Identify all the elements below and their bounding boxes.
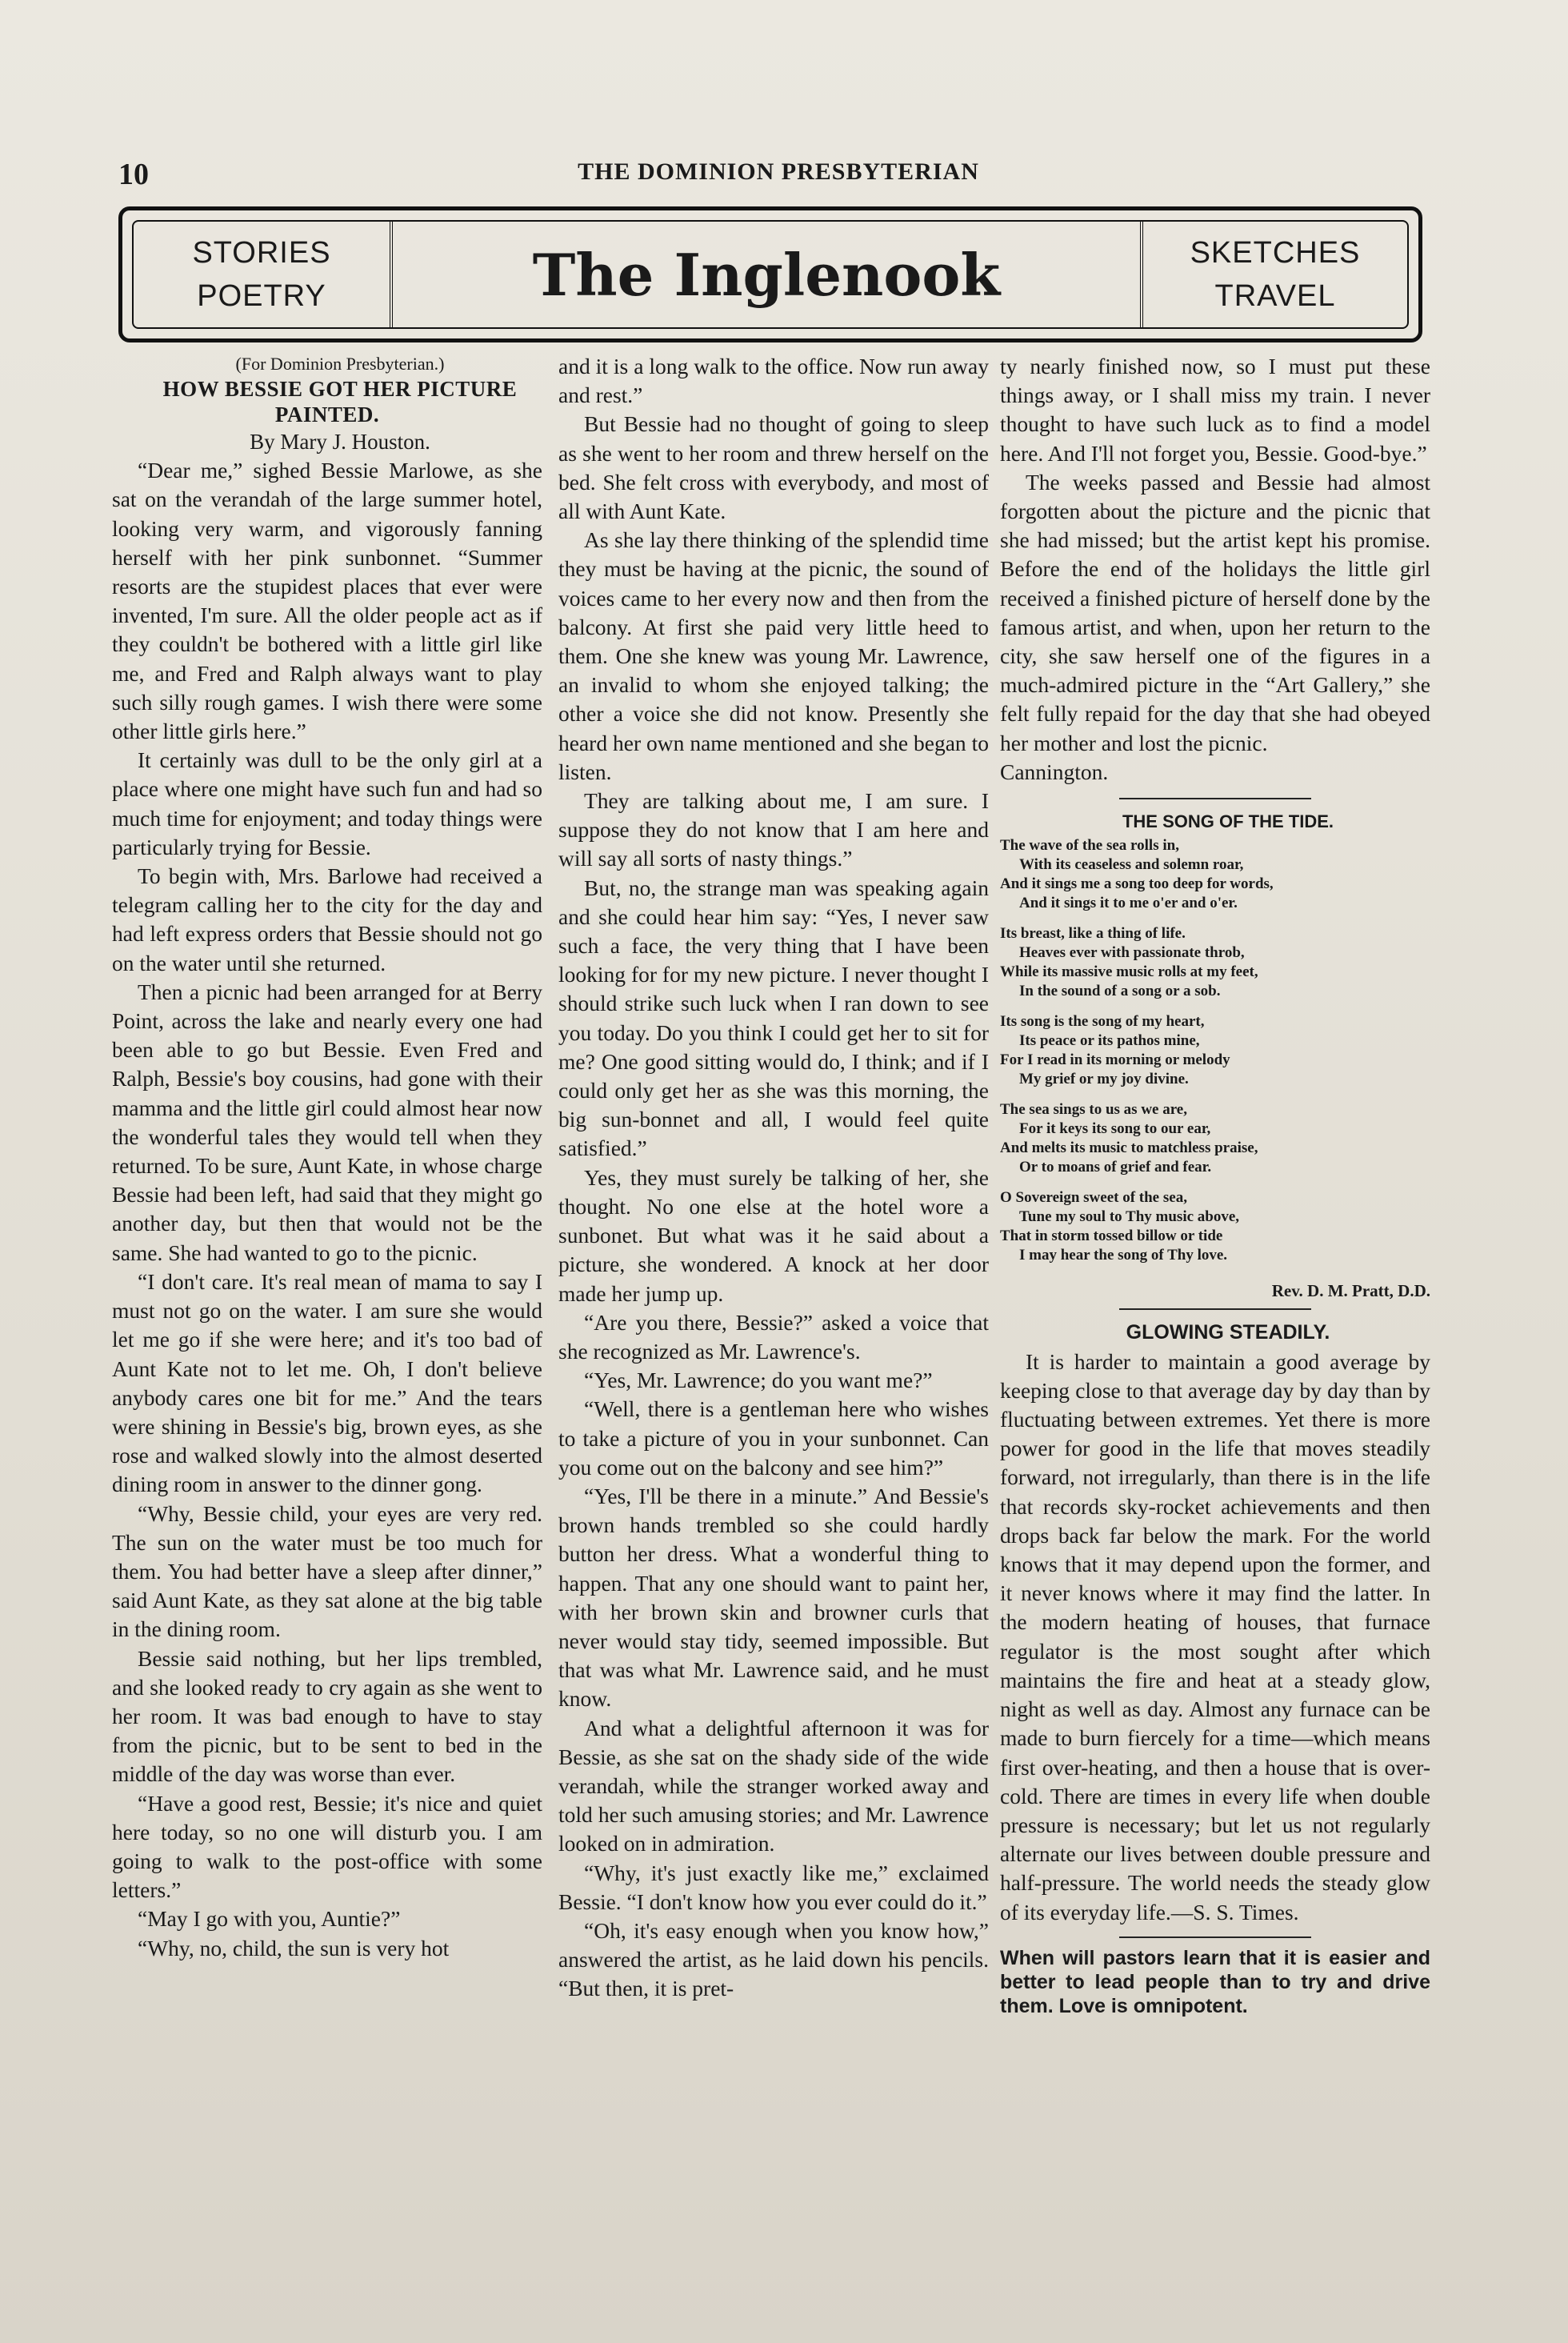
banner-left-line2: POETRY [197,279,326,313]
poem-stanza [1000,924,1430,1001]
essay-title: GLOWING STEADILY. [1126,1321,1330,1344]
story-paragraph: “Why, it's just exactly like me,” exclaimed Bessie. “I don't know how you ever could do it.” [558,1860,989,1914]
essay-body: It is harder to maintain a good average by keeping close to that average day by day than by fluctuating between extremes. Yet there is more power for good in the life that moves steadily forward, not irregularly, than there is in the life that records sky-rocket achievements and then drops back far below the mark. For the world knows that it may depend upon the former, and it never knows where it may find the latter. In the modern heating of houses, that furnace regulator is the most sought after which maintains the fire and heat at a steady glow, night as well as day. Almost any furnace can be made to burn fiercely for a time—which means first over-heating, and then a house that is over-cold. There are times in every life when double pressure is necessary; but let us not regularly alternate our lives between double pressure and half-pressure. The world needs the steady glow of its everyday life.—S. S. Times. [1000,1348,1430,1924]
poem-line: I may hear the song of Thy love. [1019,1247,1228,1264]
poem-line: O Sovereign sweet of the sea, [1000,1189,1187,1207]
story-paragraph: The weeks passed and Bessie had almost forgotten about the picture and the picnic that she had missed; but the artist kept his promise. Before the end of the holidays the little girl received a finished picture of herself done by the famous artist, and when, upon her return to the city, she saw herself one of the figures in a much-admired picture in the “Art Gallery,” she felt fully repaid for the day that she had obeyed her mother and lost the picnic. [1000,469,1430,755]
story-author: By Mary J. Houston. [250,430,430,454]
poem-stanza [1000,836,1430,913]
story-paragraph: and it is a long walk to the office. Now run away and rest.” [558,354,989,408]
poem-line: Its breast, like a thing of life. [1000,925,1186,943]
poem-line: Its song is the song of my heart, [1000,1013,1205,1031]
story-paragraph: “Well, there is a gentleman here who wishes to take a picture of you in your sunbonnet. Can you come out on the balcony and see him?” [558,1396,989,1480]
poem-line: My grief or my joy divine. [1019,1071,1189,1088]
story-paragraph: “Oh, it's easy enough when you know how,” answered the artist, as he laid down his pencils. “But then, it is pret- [558,1917,989,2001]
poem-line: For I read in its morning or melody [1000,1051,1230,1069]
story-paragraph: It certainly was dull to be the only girl at a place where one might have such fun and had so much time for enjoyment; and today things were particularly trying for Bessie. [112,747,542,859]
story-title-line2: PAINTED. [274,403,380,427]
poem-line: And it sings it to me o'er and o'er. [1019,895,1238,912]
poem-line: That in storm tossed billow or tide [1000,1228,1223,1245]
banner-left-box [134,222,393,327]
banner-title-box [398,222,1135,327]
poem-line: The wave of the sea rolls in, [1000,837,1179,855]
story-title-line1: HOW BESSIE GOT HER PICTURE [162,377,518,401]
poem-line: Heaves ever with passionate throb, [1019,944,1245,962]
poem-line: With its ceaseless and solemn roar, [1019,856,1244,874]
story-paragraph: But Bessie had no thought of going to sleep as she went to her room and threw herself on the bed. She felt cross with everybody, and most of all with Aunt Kate. [558,411,989,524]
poem-line: Its peace or its pathos mine, [1019,1032,1200,1050]
page-number: 10 [118,158,149,191]
banner-left-line1: STORIES [192,236,331,270]
story-paragraph: They are talking about me, I am sure. I suppose they do not know that I am here and will say all sorts of nasty things.” [558,788,989,871]
story-paragraph: To begin with, Mrs. Barlowe had received a telegram calling her to the city for the day and had left express orders that Bessie should not go on the water until she returned. [112,863,542,975]
story-paragraph: “Yes, I'll be there in a minute.” And Bessie's brown hands trembled so she could hardly button her dress. What a wonderful thing to happen. That any one should want to paint her, with her brown skin and browner curls that never would stay tidy, seemed impossible. But that was what Mr. Lawrence said, and he must know. [558,1483,989,1712]
page-header [118,157,1438,189]
poem-line: In the sound of a song or a sob. [1019,983,1221,1000]
story-paragraph: But, no, the strange man was speaking again and she could hear him say: “Yes, I never saw such a face, the very thing that I have been looking for for my new picture. I never thought I should strike such luck when I ran down to see you today. Do you think I could get her to sit for me? One good sitting would do, I think; and if I could only get her as she was this morning, the big sun-bonnet and all, I would feel quite satisfied.” [558,875,989,1161]
section-divider [1119,1936,1311,1938]
story-title [112,376,542,427]
story-paragraph: “Have a good rest, Bessie; it's nice and quiet here today, so no one will disturb you. I am going to walk to the post-office with some letters.” [112,1790,542,1903]
poem-line: The sea sings to us as we are, [1000,1101,1187,1119]
closing-note: When will pastors learn that it is easier and better to lead people than to try and drive them. Love is omnipotent. [1000,1946,1430,2017]
poem-stanza [1000,1012,1430,1089]
story-paragraph: “I don't care. It's real mean of mama to say I must not go on the water. I am sure she would let me go if she were here; and it's too bad of Aunt Kate not to let me. Oh, I don't believe anybody cares one bit for me.” And the tears were shining in Bessie's big, brown eyes, as she rose and walked slowly into the almost deserted dining room in answer to the dinner gong. [112,1268,542,1497]
column-1 [112,352,542,1963]
poem-line: And it sings me a song too deep for words, [1000,875,1274,893]
story-paragraph: “Why, Bessie child, your eyes are very red. The sun on the water must be too much for them. You had better have a sleep after dinner,” said Aunt Kate, as they sat alone at the big table in the dining room. [112,1500,542,1642]
banner-right-line2: TRAVEL [1214,279,1336,313]
story-paragraph: Yes, they must surely be talking of her, she thought. No one else at the hotel wore a sunbonet. But what was it he said about a picture, she wondered. A knock at her door made her jump up. [558,1164,989,1306]
poem-line: Tune my soul to Thy music above, [1019,1208,1240,1226]
poem-stanza [1000,1100,1430,1177]
column-2 [558,352,989,2004]
section-divider [1119,798,1311,799]
banner-right-line1: SKETCHES [1190,236,1361,270]
story-paragraph: “Dear me,” sighed Bessie Marlowe, as she sat on the verandah of the large summer hotel, looking very warm, and vigorously fanning herself with her pink sunbonnet. “Summer resorts are the stupidest places that ever were invented, I'm sure. All the older people act as if they couldn't be bothered with a little girl like me, and Fred and Ralph always want to play such silly rough games. I wish there were some other little girls here.” [112,458,542,744]
section-divider [1119,1308,1311,1310]
poem-line: Or to moans of grief and fear. [1019,1159,1212,1176]
poem-title: THE SONG OF THE TIDE. [1122,811,1334,832]
poem-line: For it keys its song to our ear, [1019,1120,1211,1138]
poem-stanza [1000,1188,1430,1265]
story-paragraph: “Yes, Mr. Lawrence; do you want me?” [584,1368,933,1393]
story-paragraph: As she lay there thinking of the splendid time they must be having at the picnic, the sound of voices came to her every now and then from the balcony. At first she paid very little heed to them. One she knew was young Mr. Lawrence, an invalid to whom she enjoyed talking; the other a voice she did not know. Presently she heard her own name mentioned and she began to listen. [558,527,989,784]
poem-line: And melts its music to matchless praise, [1000,1139,1258,1157]
story-paragraph: ty nearly finished now, so I must put these things away, or I shall miss my train. I never thought to have such luck as to find a model here. And I'll not forget you, Bessie. Good-bye.” [1000,354,1430,466]
story-source-note: (For Dominion Presbyterian.) [235,354,445,374]
column-3 [1000,352,1430,2018]
banner-inner-frame [132,220,1409,329]
publication-title: THE DOMINION PRESBYTERIAN [578,158,979,185]
story-paragraph: Then a picnic had been arranged for at Berry Point, across the lake and nearly every one had been able to go but Bessie. Even Fred and Ralph, Bessie's boy cousins, had gone with their mamma and the little girl could almost hear now the wonderful tales they would tell when they returned. To be sure, Aunt Kate, in whose charge Bessie had been left, had said that they might go another day, but then that would not be the same. She had wanted to go to the picnic. [112,979,542,1265]
banner-right-box [1140,222,1407,327]
poem-author: Rev. D. M. Pratt, D.D. [1271,1281,1430,1301]
story-place: Cannington. [1000,759,1109,784]
story-paragraph: “Why, no, child, the sun is very hot [138,1935,450,1961]
section-banner [118,206,1422,342]
poem-line: While its massive music rolls at my feet, [1000,963,1258,981]
story-paragraph: And what a delightful afternoon it was for Bessie, as she sat on the shady side of the wide verandah, while the stranger worked away and told her such amusing stories; and Mr. Lawrence looked on in admiration. [558,1715,989,1856]
story-paragraph: “Are you there, Bessie?” asked a voice that she recognized as Mr. Lawrence's. [558,1309,989,1364]
section-title: The Inglenook [532,240,1001,309]
story-paragraph: “May I go with you, Auntie?” [138,1906,401,1932]
story-paragraph: Bessie said nothing, but her lips trembled, and she looked ready to cry again as she went to her room. It was bad enough to have to stay from the picnic, but to be sent to bed in the middle of the day was worse than ever. [112,1645,542,1787]
